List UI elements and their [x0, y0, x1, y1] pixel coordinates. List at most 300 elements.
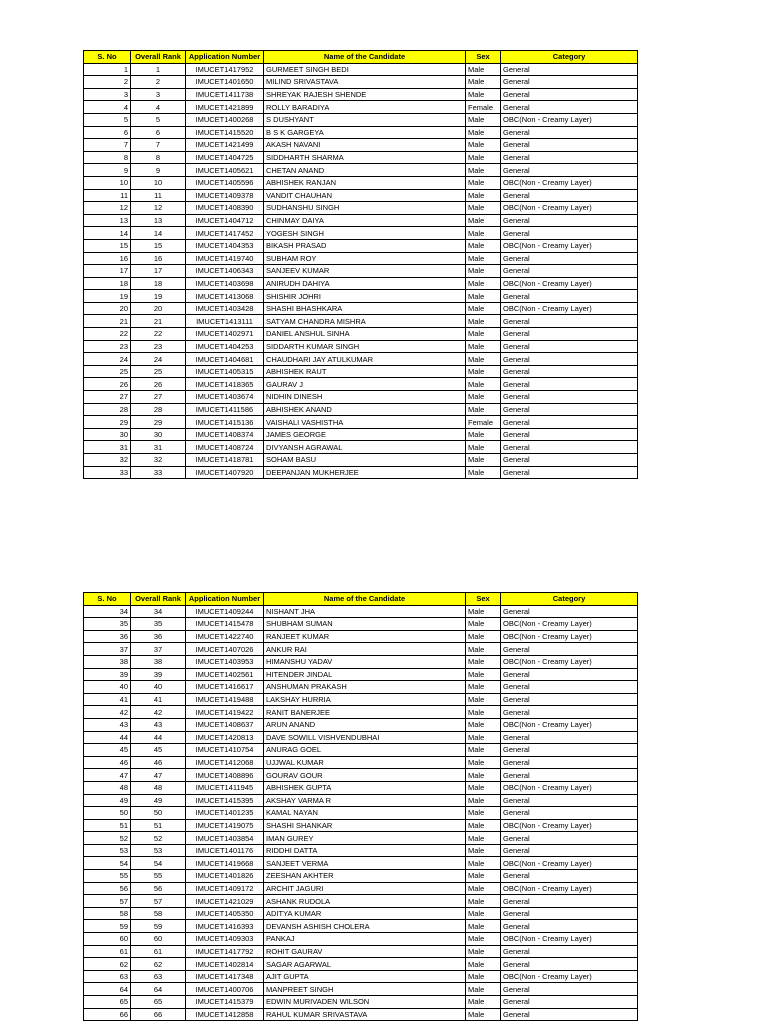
sno-cell: 6	[84, 126, 131, 139]
sex-cell: Male	[466, 895, 501, 908]
overall-rank-cell: 49	[131, 794, 186, 807]
candidate-name-cell: ANIRUDH DAHIYA	[264, 277, 466, 290]
overall-rank-cell: 19	[131, 290, 186, 303]
category-cell: General	[501, 794, 638, 807]
sno-cell: 39	[84, 668, 131, 681]
sex-cell: Male	[466, 340, 501, 353]
table-row	[84, 378, 638, 391]
table-row	[84, 920, 638, 933]
candidate-name-cell: RIDDHI DATTA	[264, 844, 466, 857]
header-application-number: Application Number	[186, 51, 264, 64]
sno-cell: 56	[84, 882, 131, 895]
table-row	[84, 907, 638, 920]
sex-cell: Male	[466, 454, 501, 467]
overall-rank-cell: 53	[131, 844, 186, 857]
category-cell: General	[501, 870, 638, 883]
sex-cell: Male	[466, 265, 501, 278]
sno-cell: 34	[84, 605, 131, 618]
sex-cell: Male	[466, 958, 501, 971]
application-number-cell: IMUCET1412858	[186, 1008, 264, 1021]
overall-rank-cell: 16	[131, 252, 186, 265]
overall-rank-cell: 40	[131, 681, 186, 694]
sex-cell: Male	[466, 76, 501, 89]
table-row	[84, 416, 638, 429]
category-cell: General	[501, 769, 638, 782]
sex-cell: Male	[466, 756, 501, 769]
sex-cell: Male	[466, 882, 501, 895]
sex-cell: Male	[466, 668, 501, 681]
sno-cell: 63	[84, 970, 131, 983]
table-row	[84, 693, 638, 706]
sno-cell: 33	[84, 466, 131, 479]
table-row	[84, 882, 638, 895]
table-row	[84, 290, 638, 303]
table-row	[84, 239, 638, 252]
application-number-cell: IMUCET1416617	[186, 681, 264, 694]
overall-rank-cell: 47	[131, 769, 186, 782]
overall-rank-cell: 28	[131, 403, 186, 416]
overall-rank-cell: 48	[131, 781, 186, 794]
application-number-cell: IMUCET1400706	[186, 983, 264, 996]
overall-rank-cell: 18	[131, 277, 186, 290]
overall-rank-cell: 33	[131, 466, 186, 479]
category-cell: General	[501, 365, 638, 378]
table-header-row	[84, 593, 638, 606]
application-number-cell: IMUCET1403854	[186, 832, 264, 845]
application-number-cell: IMUCET1416393	[186, 920, 264, 933]
application-number-cell: IMUCET1403674	[186, 391, 264, 404]
candidate-name-cell: S DUSHYANT	[264, 113, 466, 126]
candidate-name-cell: UJJWAL KUMAR	[264, 756, 466, 769]
table-row	[84, 781, 638, 794]
sno-cell: 22	[84, 328, 131, 341]
sex-cell: Male	[466, 718, 501, 731]
category-cell: General	[501, 605, 638, 618]
overall-rank-cell: 60	[131, 933, 186, 946]
candidate-name-cell: DEVANSH ASHISH CHOLERA	[264, 920, 466, 933]
category-cell: OBC(Non - Creamy Layer)	[501, 819, 638, 832]
category-cell: OBC(Non - Creamy Layer)	[501, 239, 638, 252]
application-number-cell: IMUCET1417348	[186, 970, 264, 983]
category-cell: OBC(Non - Creamy Layer)	[501, 113, 638, 126]
overall-rank-cell: 31	[131, 441, 186, 454]
sno-cell: 50	[84, 807, 131, 820]
candidate-name-cell: BIKASH PRASAD	[264, 239, 466, 252]
application-number-cell: IMUCET1403953	[186, 655, 264, 668]
sno-cell: 20	[84, 302, 131, 315]
table-row	[84, 807, 638, 820]
header-sex: Sex	[466, 593, 501, 606]
overall-rank-cell: 35	[131, 618, 186, 631]
table-row	[84, 277, 638, 290]
application-number-cell: IMUCET1418781	[186, 454, 264, 467]
table-row	[84, 819, 638, 832]
application-number-cell: IMUCET1401235	[186, 807, 264, 820]
category-cell: General	[501, 353, 638, 366]
table-row	[84, 252, 638, 265]
overall-rank-cell: 2	[131, 76, 186, 89]
application-number-cell: IMUCET1402561	[186, 668, 264, 681]
candidate-name-cell: GOURAV GOUR	[264, 769, 466, 782]
sno-cell: 44	[84, 731, 131, 744]
table-row	[84, 895, 638, 908]
sex-cell: Male	[466, 164, 501, 177]
application-number-cell: IMUCET1409172	[186, 882, 264, 895]
application-number-cell: IMUCET1421899	[186, 101, 264, 114]
sno-cell: 61	[84, 945, 131, 958]
sex-cell: Male	[466, 365, 501, 378]
candidate-name-cell: HIMANSHU YADAV	[264, 655, 466, 668]
table-row	[84, 630, 638, 643]
overall-rank-cell: 55	[131, 870, 186, 883]
category-cell: General	[501, 844, 638, 857]
table-row	[84, 441, 638, 454]
application-number-cell: IMUCET1408896	[186, 769, 264, 782]
table-row	[84, 88, 638, 101]
candidate-name-cell: ANURAG GOEL	[264, 744, 466, 757]
sex-cell: Male	[466, 844, 501, 857]
table-row	[84, 970, 638, 983]
overall-rank-cell: 6	[131, 126, 186, 139]
category-cell: General	[501, 958, 638, 971]
table-row	[84, 176, 638, 189]
sex-cell: Female	[466, 416, 501, 429]
sno-cell: 8	[84, 151, 131, 164]
candidate-name-cell: ABHISHEK RANJAN	[264, 176, 466, 189]
category-cell: General	[501, 643, 638, 656]
sno-cell: 49	[84, 794, 131, 807]
candidate-name-cell: MILIND SRIVASTAVA	[264, 76, 466, 89]
header-sno: S. No	[84, 593, 131, 606]
overall-rank-cell: 27	[131, 391, 186, 404]
application-number-cell: IMUCET1409244	[186, 605, 264, 618]
table-row	[84, 706, 638, 719]
application-number-cell: IMUCET1415395	[186, 794, 264, 807]
category-cell: General	[501, 466, 638, 479]
overall-rank-cell: 22	[131, 328, 186, 341]
candidate-name-cell: AJIT GUPTA	[264, 970, 466, 983]
table-row	[84, 454, 638, 467]
application-number-cell: IMUCET1417452	[186, 227, 264, 240]
sno-cell: 23	[84, 340, 131, 353]
header-application-number: Application Number	[186, 593, 264, 606]
sex-cell: Male	[466, 88, 501, 101]
table-row	[84, 365, 638, 378]
sno-cell: 38	[84, 655, 131, 668]
sno-cell: 10	[84, 176, 131, 189]
candidate-name-cell: ASHANK RUDOLA	[264, 895, 466, 908]
overall-rank-cell: 41	[131, 693, 186, 706]
table-row	[84, 794, 638, 807]
application-number-cell: IMUCET1404253	[186, 340, 264, 353]
sno-cell: 28	[84, 403, 131, 416]
table-row	[84, 870, 638, 883]
application-number-cell: IMUCET1417792	[186, 945, 264, 958]
overall-rank-cell: 36	[131, 630, 186, 643]
overall-rank-cell: 63	[131, 970, 186, 983]
sex-cell: Male	[466, 655, 501, 668]
category-cell: General	[501, 807, 638, 820]
candidate-name-cell: JAMES GEORGE	[264, 428, 466, 441]
overall-rank-cell: 50	[131, 807, 186, 820]
candidate-name-cell: ROHIT GAURAV	[264, 945, 466, 958]
sno-cell: 5	[84, 113, 131, 126]
category-cell: General	[501, 391, 638, 404]
category-cell: General	[501, 139, 638, 152]
sex-cell: Male	[466, 353, 501, 366]
candidate-name-cell: ANSHUMAN PRAKASH	[264, 681, 466, 694]
category-cell: General	[501, 101, 638, 114]
overall-rank-cell: 13	[131, 214, 186, 227]
overall-rank-cell: 46	[131, 756, 186, 769]
table-row	[84, 63, 638, 76]
sno-cell: 18	[84, 277, 131, 290]
category-cell: General	[501, 265, 638, 278]
table-row	[84, 681, 638, 694]
overall-rank-cell: 10	[131, 176, 186, 189]
sno-cell: 17	[84, 265, 131, 278]
sex-cell: Male	[466, 202, 501, 215]
overall-rank-cell: 15	[131, 239, 186, 252]
sex-cell: Male	[466, 441, 501, 454]
application-number-cell: IMUCET1415478	[186, 618, 264, 631]
sno-cell: 25	[84, 365, 131, 378]
sex-cell: Male	[466, 605, 501, 618]
overall-rank-cell: 45	[131, 744, 186, 757]
sex-cell: Male	[466, 983, 501, 996]
sno-cell: 11	[84, 189, 131, 202]
candidate-name-cell: DEEPANJAN MUKHERJEE	[264, 466, 466, 479]
sex-cell: Male	[466, 794, 501, 807]
table-body	[84, 605, 638, 1021]
header-category: Category	[501, 51, 638, 64]
application-number-cell: IMUCET1408637	[186, 718, 264, 731]
candidate-name-cell: ANKUR RAI	[264, 643, 466, 656]
application-number-cell: IMUCET1405596	[186, 176, 264, 189]
application-number-cell: IMUCET1403698	[186, 277, 264, 290]
candidate-name-cell: IMAN GUREY	[264, 832, 466, 845]
sno-cell: 64	[84, 983, 131, 996]
category-cell: General	[501, 214, 638, 227]
category-cell: General	[501, 744, 638, 757]
sex-cell: Male	[466, 302, 501, 315]
overall-rank-cell: 29	[131, 416, 186, 429]
sex-cell: Male	[466, 693, 501, 706]
category-cell: General	[501, 189, 638, 202]
application-number-cell: IMUCET1409378	[186, 189, 264, 202]
application-number-cell: IMUCET1415379	[186, 996, 264, 1009]
candidate-name-cell: SHASHI SHANKAR	[264, 819, 466, 832]
category-cell: OBC(Non - Creamy Layer)	[501, 618, 638, 631]
candidate-name-cell: NISHANT JHA	[264, 605, 466, 618]
table-row	[84, 731, 638, 744]
merit-list-table-1	[83, 50, 638, 479]
sex-cell: Male	[466, 277, 501, 290]
sno-cell: 51	[84, 819, 131, 832]
sno-cell: 57	[84, 895, 131, 908]
sno-cell: 32	[84, 454, 131, 467]
sno-cell: 45	[84, 744, 131, 757]
category-cell: General	[501, 290, 638, 303]
application-number-cell: IMUCET1420813	[186, 731, 264, 744]
category-cell: General	[501, 227, 638, 240]
overall-rank-cell: 37	[131, 643, 186, 656]
application-number-cell: IMUCET1408390	[186, 202, 264, 215]
application-number-cell: IMUCET1401650	[186, 76, 264, 89]
sex-cell: Male	[466, 290, 501, 303]
sno-cell: 66	[84, 1008, 131, 1021]
sno-cell: 62	[84, 958, 131, 971]
header-sex: Sex	[466, 51, 501, 64]
candidate-name-cell: RANJEET KUMAR	[264, 630, 466, 643]
category-cell: General	[501, 907, 638, 920]
sex-cell: Male	[466, 176, 501, 189]
overall-rank-cell: 54	[131, 857, 186, 870]
overall-rank-cell: 25	[131, 365, 186, 378]
overall-rank-cell: 65	[131, 996, 186, 1009]
overall-rank-cell: 24	[131, 353, 186, 366]
category-cell: General	[501, 681, 638, 694]
table-row	[84, 139, 638, 152]
category-cell: General	[501, 983, 638, 996]
table-header-row	[84, 51, 638, 64]
overall-rank-cell: 56	[131, 882, 186, 895]
candidate-name-cell: ADITYA KUMAR	[264, 907, 466, 920]
candidate-name-cell: AKSHAY VARMA R	[264, 794, 466, 807]
category-cell: General	[501, 895, 638, 908]
application-number-cell: IMUCET1405315	[186, 365, 264, 378]
application-number-cell: IMUCET1409303	[186, 933, 264, 946]
sex-cell: Male	[466, 227, 501, 240]
category-cell: General	[501, 706, 638, 719]
application-number-cell: IMUCET1419422	[186, 706, 264, 719]
application-number-cell: IMUCET1404712	[186, 214, 264, 227]
table-row	[84, 996, 638, 1009]
sex-cell: Male	[466, 996, 501, 1009]
overall-rank-cell: 26	[131, 378, 186, 391]
sno-cell: 26	[84, 378, 131, 391]
table-row	[84, 340, 638, 353]
category-cell: General	[501, 693, 638, 706]
sex-cell: Male	[466, 378, 501, 391]
candidate-name-cell: VANDIT CHAUHAN	[264, 189, 466, 202]
table-row	[84, 76, 638, 89]
sno-cell: 31	[84, 441, 131, 454]
table-row	[84, 958, 638, 971]
sex-cell: Male	[466, 744, 501, 757]
candidate-name-cell: ZEESHAN AKHTER	[264, 870, 466, 883]
candidate-name-cell: YOGESH SINGH	[264, 227, 466, 240]
category-cell: General	[501, 441, 638, 454]
sex-cell: Male	[466, 189, 501, 202]
application-number-cell: IMUCET1405621	[186, 164, 264, 177]
candidate-name-cell: SHISHIR JOHRI	[264, 290, 466, 303]
candidate-name-cell: RANIT BANERJEE	[264, 706, 466, 719]
table-row	[84, 227, 638, 240]
table-row	[84, 302, 638, 315]
overall-rank-cell: 11	[131, 189, 186, 202]
category-cell: General	[501, 88, 638, 101]
sex-cell: Male	[466, 252, 501, 265]
sex-cell: Male	[466, 832, 501, 845]
overall-rank-cell: 59	[131, 920, 186, 933]
category-cell: General	[501, 920, 638, 933]
category-cell: General	[501, 416, 638, 429]
candidate-name-cell: ARUN ANAND	[264, 718, 466, 731]
sex-cell: Male	[466, 239, 501, 252]
candidate-name-cell: SANJEEV KUMAR	[264, 265, 466, 278]
sno-cell: 35	[84, 618, 131, 631]
table-row	[84, 945, 638, 958]
candidate-name-cell: LAKSHAY HURRIA	[264, 693, 466, 706]
candidate-name-cell: SAGAR AGARWAL	[264, 958, 466, 971]
sex-cell: Male	[466, 466, 501, 479]
sno-cell: 7	[84, 139, 131, 152]
overall-rank-cell: 8	[131, 151, 186, 164]
candidate-name-cell: SUDHANSHU SINGH	[264, 202, 466, 215]
category-cell: OBC(Non - Creamy Layer)	[501, 882, 638, 895]
category-cell: General	[501, 832, 638, 845]
candidate-name-cell: GAURAV J	[264, 378, 466, 391]
sno-cell: 30	[84, 428, 131, 441]
category-cell: OBC(Non - Creamy Layer)	[501, 970, 638, 983]
table-row	[84, 126, 638, 139]
category-cell: General	[501, 403, 638, 416]
candidate-name-cell: CHAUDHARI JAY ATULKUMAR	[264, 353, 466, 366]
overall-rank-cell: 9	[131, 164, 186, 177]
sno-cell: 4	[84, 101, 131, 114]
sno-cell: 47	[84, 769, 131, 782]
sno-cell: 3	[84, 88, 131, 101]
category-cell: General	[501, 731, 638, 744]
sex-cell: Male	[466, 920, 501, 933]
candidate-name-cell: SIDDARTH KUMAR SINGH	[264, 340, 466, 353]
overall-rank-cell: 5	[131, 113, 186, 126]
table-row	[84, 391, 638, 404]
category-cell: General	[501, 340, 638, 353]
table-row	[84, 151, 638, 164]
candidate-name-cell: NIDHIN DINESH	[264, 391, 466, 404]
sno-cell: 12	[84, 202, 131, 215]
sno-cell: 29	[84, 416, 131, 429]
candidate-name-cell: ARCHIT JAGURI	[264, 882, 466, 895]
sex-cell: Male	[466, 970, 501, 983]
application-number-cell: IMUCET1419075	[186, 819, 264, 832]
sno-cell: 13	[84, 214, 131, 227]
category-cell: OBC(Non - Creamy Layer)	[501, 781, 638, 794]
overall-rank-cell: 4	[131, 101, 186, 114]
table-body	[84, 63, 638, 479]
sex-cell: Male	[466, 391, 501, 404]
category-cell: General	[501, 126, 638, 139]
category-cell: General	[501, 668, 638, 681]
sno-cell: 46	[84, 756, 131, 769]
sex-cell: Male	[466, 870, 501, 883]
overall-rank-cell: 14	[131, 227, 186, 240]
sex-cell: Male	[466, 706, 501, 719]
candidate-name-cell: RAHUL KUMAR SRIVASTAVA	[264, 1008, 466, 1021]
overall-rank-cell: 62	[131, 958, 186, 971]
table-row	[84, 328, 638, 341]
candidate-name-cell: ABHISHEK RAUT	[264, 365, 466, 378]
sno-cell: 52	[84, 832, 131, 845]
candidate-name-cell: EDWIN MURIVADEN WILSON	[264, 996, 466, 1009]
sex-cell: Male	[466, 214, 501, 227]
category-cell: General	[501, 756, 638, 769]
table-row	[84, 202, 638, 215]
application-number-cell: IMUCET1407026	[186, 643, 264, 656]
overall-rank-cell: 30	[131, 428, 186, 441]
